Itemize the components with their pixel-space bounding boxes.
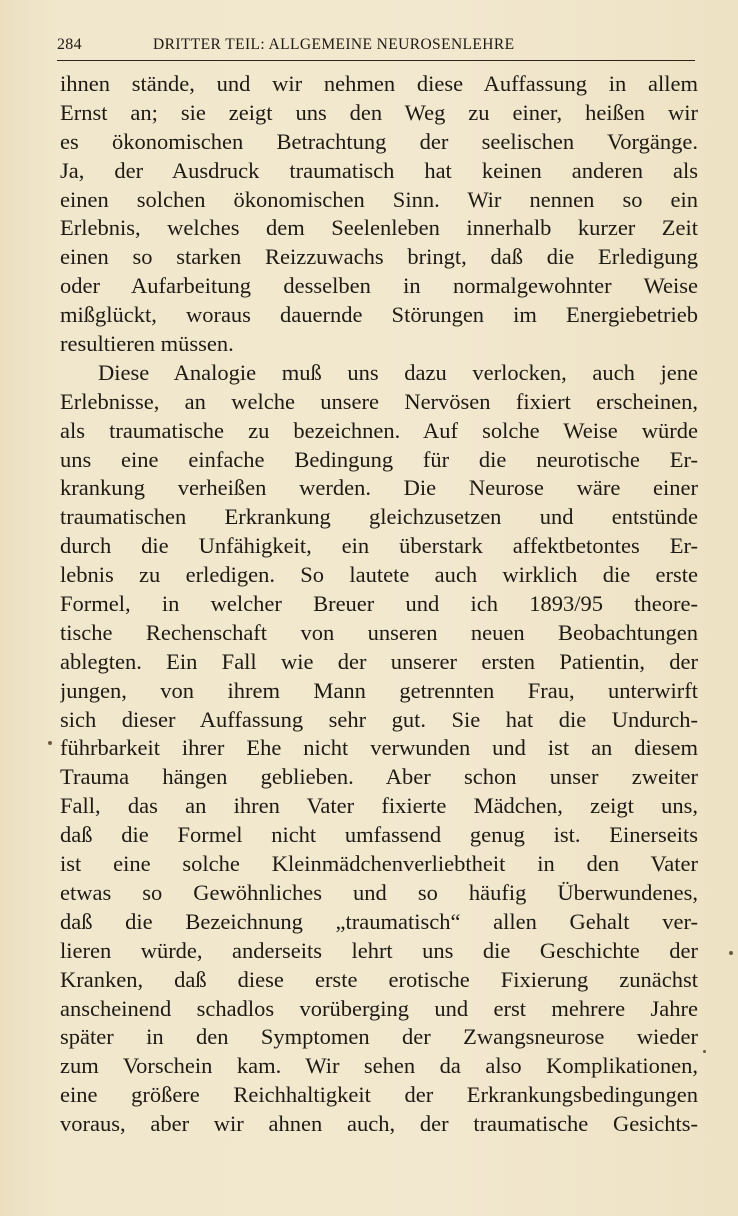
text-line: anscheinend schadlos vorüberging und erst mehrere Jahre: [60, 995, 698, 1021]
text-line: Formel, in welcher Breuer und ich 1893/95 theore-: [60, 591, 698, 617]
text-line: Trauma hängen geblieben. Aber schon unser zweiter: [60, 764, 698, 790]
text-line: zum Vorschein kam. Wir sehen da also Komplikationen,: [60, 1053, 698, 1079]
running-head: DRITTER TEIL: ALLGEMEINE NEUROSENLEHRE: [153, 36, 515, 53]
text-line: als traumatische zu bezeichnen. Auf solche Weise würde: [60, 417, 698, 443]
text-line: daß die Formel nicht umfassend genug ist. Einerseits: [60, 822, 698, 848]
text-line: sich dieser Auffassung sehr gut. Sie hat die Undurch-: [60, 706, 698, 732]
text-line: es ökonomischen Betrachtung der seelischen Vorgänge.: [60, 128, 698, 154]
page-number: 284: [57, 36, 82, 53]
text-line: lebnis zu erledigen. So lautete auch wirklich die erste: [60, 562, 698, 588]
text-line: uns eine einfache Bedingung für die neurotische Er-: [60, 446, 698, 472]
text-line: lieren würde, anderseits lehrt uns die Geschichte der: [60, 937, 698, 963]
text-line: Fall, das an ihren Vater fixierte Mädchen, zeigt uns,: [60, 793, 698, 819]
text-line: daß die Bezeichnung „traumatisch“ allen Gehalt ver-: [60, 908, 698, 934]
ink-speck: [729, 951, 733, 955]
text-line: oder Aufarbeitung desselben in normalgewohnter Weise: [60, 273, 698, 299]
text-line: Erlebnis, welches dem Seelenleben innerhalb kurzer Zeit: [60, 215, 698, 241]
text-line: später in den Symptomen der Zwangsneurose wieder: [60, 1024, 698, 1050]
text-line: tische Rechenschaft von unseren neuen Beobachtungen: [60, 619, 698, 645]
ink-speck: [703, 1050, 706, 1053]
paragraph-start-line: Diese Analogie muß uns dazu verlocken, auch jene: [98, 359, 698, 385]
ink-speck: [48, 741, 52, 745]
text-line: Ernst an; sie zeigt uns den Weg zu einer, heißen wir: [60, 99, 698, 125]
text-line: Erlebnisse, an welche unsere Nervösen fixiert erscheinen,: [60, 388, 698, 414]
body-text: [60, 70, 698, 1139]
text-line: Ja, der Ausdruck traumatisch hat keinen anderen als: [60, 157, 698, 183]
text-line: mißglückt, woraus dauernde Störungen im Energiebetrieb: [60, 302, 698, 328]
text-line: krankung verheißen werden. Die Neurose wäre einer: [60, 475, 698, 501]
text-line: einen solchen ökonomischen Sinn. Wir nennen so ein: [60, 186, 698, 212]
text-line: ist eine solche Kleinmädchenverliebtheit in den Vater: [60, 851, 698, 877]
text-line: etwas so Gewöhnliches und so häufig Überwundenes,: [60, 879, 698, 905]
text-line: Kranken, daß diese erste erotische Fixierung zunächst: [60, 966, 698, 992]
text-line: eine größere Reichhaltigkeit der Erkrankungsbedingungen: [60, 1082, 698, 1108]
text-line: ihnen stände, und wir nehmen diese Auffassung in allem: [60, 71, 698, 96]
text-line: durch die Unfähigkeit, ein überstark affektbetontes Er-: [60, 533, 698, 559]
text-line: voraus, aber wir ahnen auch, der traumatische Gesichts-: [60, 1111, 698, 1137]
text-line: traumatischen Erkrankung gleichzusetzen und entstünde: [60, 504, 698, 530]
text-line: einen so starken Reizzuwachs bringt, daß die Erledigung: [60, 244, 698, 270]
text-line: ablegten. Ein Fall wie der unserer ersten Patientin, der: [60, 648, 698, 674]
text-line: jungen, von ihrem Mann getrennten Frau, unterwirft: [60, 677, 698, 703]
page-header: [57, 34, 695, 61]
paragraph-end-line: resultieren müssen.: [60, 331, 234, 357]
text-line: führbarkeit ihrer Ehe nicht verwunden und ist an diesem: [60, 735, 698, 761]
